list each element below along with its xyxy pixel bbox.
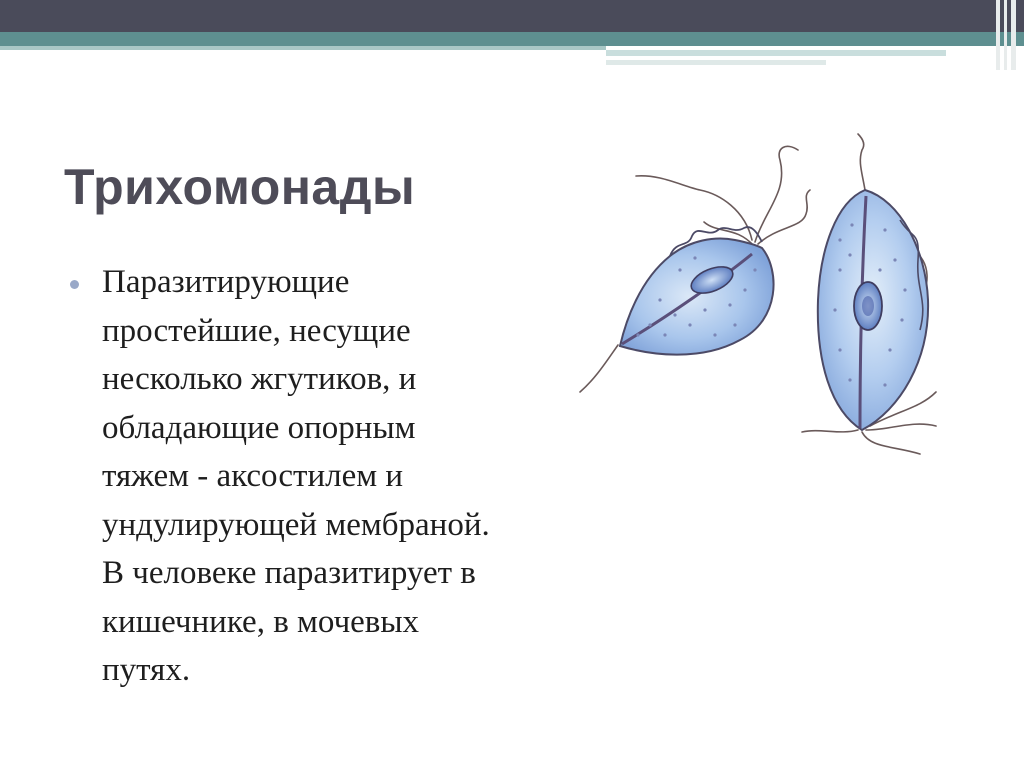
bullet-icon bbox=[70, 280, 79, 289]
header-band-teal-light bbox=[0, 46, 610, 50]
header-band-teal bbox=[0, 32, 1024, 46]
bullet-line: обладающие опорным bbox=[102, 409, 416, 446]
corner-stripes bbox=[994, 0, 1024, 70]
slide-title: Трихомонады bbox=[64, 159, 416, 215]
bullet-line: несколько жгутиков, и bbox=[102, 361, 417, 397]
header-band-dark bbox=[0, 0, 1024, 32]
trichomonas-drawing-icon bbox=[540, 130, 980, 460]
bullet-line: тяжем - аксостилем и bbox=[102, 458, 404, 494]
bullet-line: ундулирующей мембраной. bbox=[102, 506, 490, 543]
bullet-line: Паразитирующие bbox=[102, 264, 350, 300]
header-right-line bbox=[606, 50, 946, 56]
bullet-line: путях. bbox=[102, 652, 191, 688]
header-right-line bbox=[606, 60, 826, 65]
bullet-line: кишечнике, в мочевых bbox=[102, 603, 420, 640]
bullet-line: простейшие, несущие bbox=[102, 312, 411, 349]
bullet-line: В человеке паразитирует в bbox=[102, 555, 476, 591]
